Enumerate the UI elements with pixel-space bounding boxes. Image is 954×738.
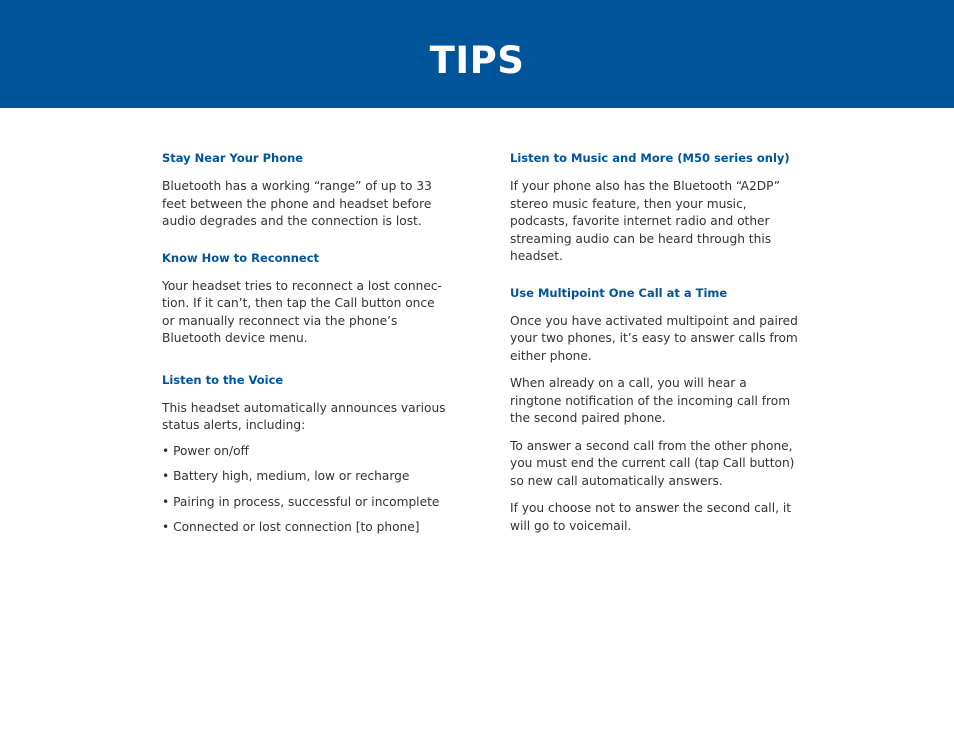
section-paragraph: If your phone also has the Bluetooth “A2DP” stereo music feature, then your music, podcasts, favorite internet radio and other streaming audio can be heard through this headset. <box>510 179 781 263</box>
page-title: TIPS <box>429 39 525 82</box>
section-paragraph: Once you have activated multipoint and paired your two phones, it’s easy to answer calls from either phone. <box>510 313 798 363</box>
section-listen-to-music <box>510 150 800 266</box>
section-paragraph: When already on a call, you will hear a ringtone notification of the incoming call from the second paired phone. <box>510 376 791 425</box>
section-stay-near-phone <box>162 150 447 231</box>
list-item: • Connected or lost connection [to phone] <box>162 520 420 534</box>
section-heading: Use Multipoint One Call at a Time <box>510 285 728 300</box>
section-use-multipoint <box>510 285 800 536</box>
section-heading: Know How to Reconnect <box>162 250 320 265</box>
section-paragraph: If you choose not to answer the second call, it will go to voicemail. <box>510 501 791 533</box>
section-paragraph: To answer a second call from the other phone, you must end the current call (tap Call button) so new call automatically answers. <box>510 438 795 488</box>
section-heading: Stay Near Your Phone <box>162 151 304 165</box>
section-heading: Listen to Music and More (M50 series only) <box>510 151 790 165</box>
header-banner <box>0 0 954 108</box>
section-heading: Listen to the Voice <box>162 372 284 387</box>
list-item: • Pairing in process, successful or incomplete <box>162 494 440 509</box>
right-column <box>510 150 800 554</box>
left-column <box>162 150 447 556</box>
section-listen-to-voice <box>162 372 447 537</box>
section-know-how-to-reconnect <box>162 250 447 348</box>
list-item: • Power on/off <box>162 443 249 458</box>
section-paragraph: Bluetooth has a working “range” of up to 33 feet between the phone and headset before audio degrades and the connection is lost. <box>162 179 432 228</box>
list-item: • Battery high, medium, low or recharge <box>162 469 410 483</box>
section-paragraph: This headset automatically announces various status alerts, including: <box>162 400 446 432</box>
section-paragraph: Your headset tries to reconnect a lost connec- tion. If it can’t, then tap the Call button once or manually reconnect via the phone’s Bluetooth device menu. <box>162 278 442 345</box>
